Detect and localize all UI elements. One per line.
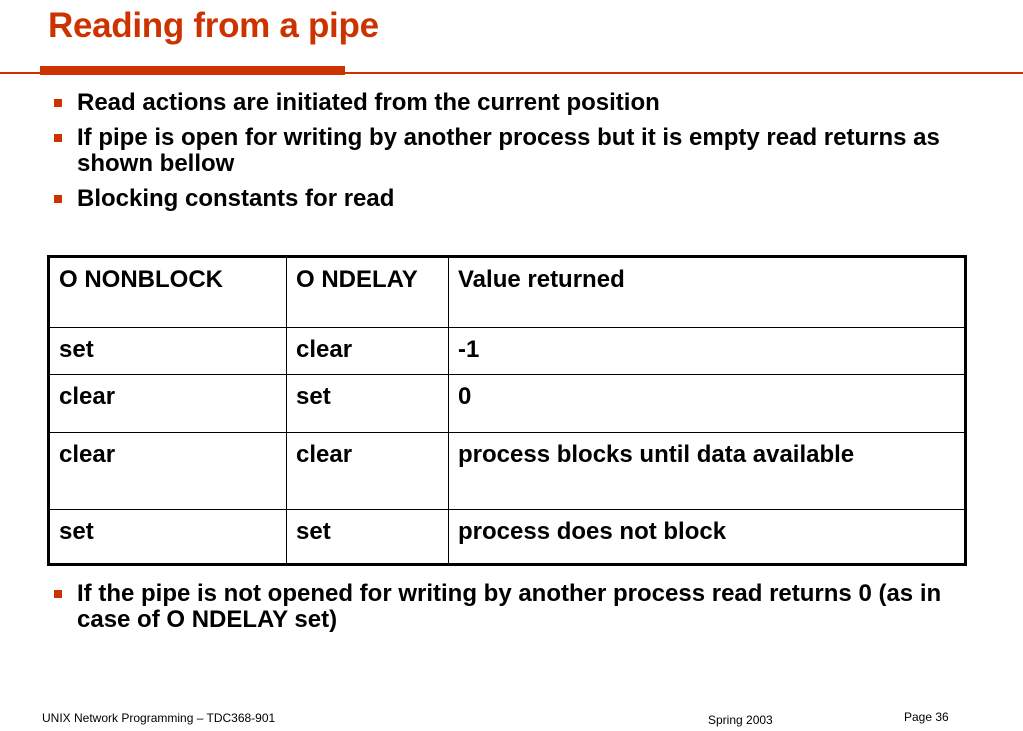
table-cell: process blocks until data available <box>449 433 966 510</box>
square-bullet-icon <box>54 195 62 203</box>
table-cell: set <box>287 375 449 433</box>
bullet-text: If the pipe is not opened for writing by another process read returns 0 (as in case of O NDELAY set) <box>77 580 942 633</box>
footer-term: Spring 2003 <box>708 713 773 727</box>
bullet-list-bottom <box>52 581 992 642</box>
table-cell: set <box>287 510 449 565</box>
bullet-text: Read actions are initiated from the current position <box>77 89 660 116</box>
bullet-item <box>52 581 992 633</box>
bullet-item <box>52 90 992 116</box>
table-cell: process does not block <box>449 510 966 565</box>
table-cell: clear <box>287 328 449 375</box>
table-row <box>49 328 966 375</box>
table-cell: clear <box>49 375 287 433</box>
header-cell: Value returned <box>449 257 966 328</box>
table-header-row <box>49 257 966 328</box>
bullet-text: If pipe is open for writing by another process but it is empty read returns as shown bellow <box>77 124 940 177</box>
table-row <box>49 433 966 510</box>
header-cell: O NONBLOCK <box>49 257 287 328</box>
header-cell: O NDELAY <box>287 257 449 328</box>
table-cell: clear <box>49 433 287 510</box>
bullet-text: Blocking constants for read <box>77 185 395 212</box>
square-bullet-icon <box>54 590 62 598</box>
blocking-constants-table <box>47 255 967 566</box>
table-cell: -1 <box>449 328 966 375</box>
square-bullet-icon <box>54 134 62 142</box>
slide-title: Reading from a pipe <box>48 6 379 45</box>
table-cell: 0 <box>449 375 966 433</box>
table-row <box>49 510 966 565</box>
title-accent-bar <box>40 66 345 75</box>
table-row <box>49 375 966 433</box>
square-bullet-icon <box>54 99 62 107</box>
bullet-list-top <box>52 90 992 221</box>
table-cell: set <box>49 510 287 565</box>
bullet-item <box>52 186 992 212</box>
footer-page-number: Page 36 <box>904 710 949 724</box>
bullet-item <box>52 125 992 177</box>
footer-course: UNIX Network Programming – TDC368-901 <box>42 711 276 725</box>
table-cell: clear <box>287 433 449 510</box>
table-cell: set <box>49 328 287 375</box>
